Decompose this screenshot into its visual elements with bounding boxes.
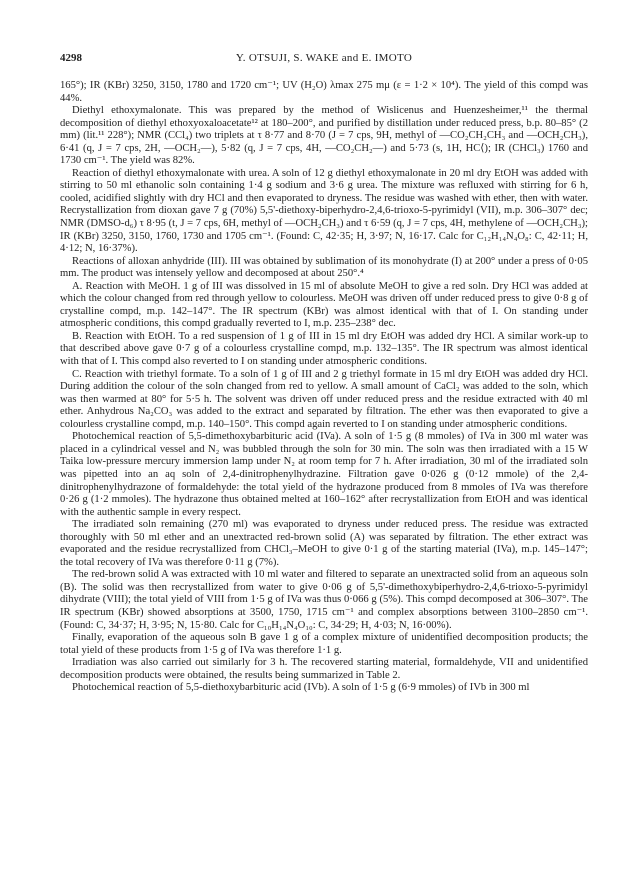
paragraph-evaporation-b: Finally, evaporation of the aqueous soln B gave 1 g of a complex mixture of unidentified decomposition products; the total yield of these products from 1·5 g of IVa was therefore 1·1 g. (60, 632, 588, 656)
paragraph-alloxan-anhydride: Reactions of alloxan anhydride (III). III was obtained by sublimation of its monohydrate (I) at 200° under a press of 0·05 mm. The product was intensely yellow and decomposed at about 250°.⁴ (60, 255, 588, 280)
paragraph-photochemical-iva: Photochemical reaction of 5,5-dimethoxybarbituric acid (IVa). A soln of 1·5 g (8 mmoles) of IVa in 300 ml water was placed in a cylindrical vessel and N₂ was bubbled through the soln for 30 min. The soln was then irradiated with a 15 W Taika low-pressure mercury immersion lamp under N₂ at room temp for 7 h. After irradiation, 30 ml of the irradiated soln was pipetted into an aq soln of 2,4-dinitrophenylhydrazine. Filtration gave 0·026 g (0·12 mmole) of the 2,4-dinitrophenylhydrazone of formaldehyde: the total yield of the hydrazone produced from 8 mmoles of IVa was therefore 0·26 g (1·2 mmoles). The hydrazone thus obtained melted at 160–162° after recrystallization from EtOH and was identical with the authentic sample in every respect. (60, 431, 588, 518)
paragraph-irradiation-3h: Irradiation was also carried out similarly for 3 h. The recovered starting material, formaldehyde, VII and unidentified decomposition products were obtained, the results being summarized in Table 2. (60, 657, 588, 681)
article-body (60, 80, 588, 695)
paragraph-continuation: 165°); IR (KBr) 3250, 3150, 1780 and 1720 cm⁻¹; UV (H₂O) λmax 275 mμ (ε = 1·2 × 10⁴). The yield of this compd was 44%. (60, 80, 588, 104)
paragraph-reaction-triethyl-formate: C. Reaction with triethyl formate. To a soln of 1 g of III and 2 g triethyl formate in 15 ml dry EtOH was added dry HCl. During addition the colour of the soln changed from red to yellow. A small amount of CaCl₂ was added to the soln, which was then warmed at 80° for 5·5 h. The solvent was driven off under reduced press and the residue extracted with 40 ml ether. Anhydrous Na₂CO₃ was added to the extract and separated by filtration. The ether was then evaporated to give a colourless crystalline compd, m.p. 140–150°. This compd again reverted to I on standing under atmospheric conditions. (60, 368, 588, 430)
page-header (60, 52, 588, 68)
paragraph-photochemical-ivb: Photochemical reaction of 5,5-diethoxybarbituric acid (IVb). A soln of 1·5 g (6·9 mmoles) of IVb in 300 ml (72, 682, 530, 694)
page-number: 4298 (60, 52, 82, 64)
paragraph-irradiated-soln: The irradiated soln remaining (270 ml) was evaporated to dryness under reduced press. The residue was extracted thoroughly with 50 ml ether and an unextracted red-brown solid (A) was separated by filtration. The ether extract was evaporated and the residue recrystallized from CHCl₃–MeOH to give 0·1 g of the starting material (IVa), m.p. 145–147°; the total recovery of IVa was therefore 0·11 g (7%). (60, 519, 588, 568)
paragraph-reaction-with-urea: Reaction of diethyl ethoxymalonate with urea. A soln of 12 g diethyl ethoxymalonate in 20 ml dry EtOH was added with stirring to 50 ml ethanolic soln containing 1·4 g sodium and 3·6 g urea. The mixture was refluxed with stirring for 6 h, cooled, acidified slightly with dry HCl and then evaporated to dryness. The residue was washed with ether, then with water. Recrystallization from dioxan gave 7 g (70%) 5,5'-diethoxy-biperhydro-2,4,6-trioxo-5-pyrimidyl (VII), m.p. 306–307° dec; NMR (DMSO-d₆) τ 8·95 (t, J = 7 cps, 6H, methyl of —OCH₂CH₃) and τ 6·59 (q, J = 7 cps, 4H, methylene of —OCH₂CH₃); IR (KBr) 3250, 3150, 1760, 1730 and 1705 cm⁻¹. (Found: C, 42·35; H, 3·97; N, 16·17. Calc for C₁₂H₁₄N₄O₈: C, 42·11; H, 4·12; N, 16·37%). (60, 167, 588, 255)
paragraph-red-brown-solid: The red-brown solid A was extracted with 10 ml water and filtered to separate an unextracted solid from an aqueous soln (B). The solid was then recrystallized from water to give 0·06 g of 5,5'-dimethoxybiperhydro-2,4,6-trioxo-5-pyrimidyl dihydrate (VIII); the total yield of VIII from 1·5 g of IVa was thus 0·066 g (5%). This compd decomposed at 306–307°. The IR spectrum (KBr) showed absorptions at 3500, 1750, 1715 cm⁻¹ and complex absorptions between 3100–2850 cm⁻¹. (Found: C, 34·37; H, 3·95; N, 15·80. Calc for C₁₀H₁₄N₄O₁₀: C, 34·29; H, 4·03; N, 16·00%). (60, 569, 588, 631)
running-head: Y. OTSUJI, S. WAKE and E. IMOTO (235, 52, 413, 64)
paragraph-diethyl-ethoxymalonate: Diethyl ethoxymalonate. This was prepared by the method of Wislicenus and Huenzesheimer,¹¹ the thermal decomposition of diethyl ethoxyoxaloacetate¹² at 180–200°, and purified by distillation under reduced press, b.p. 80–85° (2 mm) (lit.¹¹ 228°); NMR (CCl₄) two triplets at τ 8·77 and 8·70 (J = 7 cps, 9H, methyl of —CO₂CH₂CH₃ and —OCH₂CH₃), 6·41 (q, J = 7 cps, 2H, —OCH₂—), 5·82 (q, J = 7 cps, 4H, —CO₂CH₂—) and 5·73 (s, 1H, HC⟨); IR (CHCl₃) 1760 and 1730 cm⁻¹. The yield was 82%. (60, 105, 588, 167)
paragraph-reaction-meoh: A. Reaction with MeOH. 1 g of III was dissolved in 15 ml of absolute MeOH to give a red soln. Dry HCl was added at which the colour changed from red through yellow to colourless. MeOH was driven off under reduced press to give 0·8 g of crystalline compd, m.p. 142–147°. The IR spectrum (KBr) was almost identical with that of I. On standing under atmospheric conditions, this compd gradually reverted to I, m.p. 235–238° dec. (60, 280, 588, 330)
paragraph-reaction-etoh: B. Reaction with EtOH. To a red suspension of 1 g of III in 15 ml dry EtOH was added dry HCl. A similar work-up to that described above gave 0·7 g of a colourless crystalline compd, m.p. 132–135°. The IR spectrum was almost identical with that of I. This compd also reverted to I on standing under atmospheric conditions. (60, 330, 588, 368)
